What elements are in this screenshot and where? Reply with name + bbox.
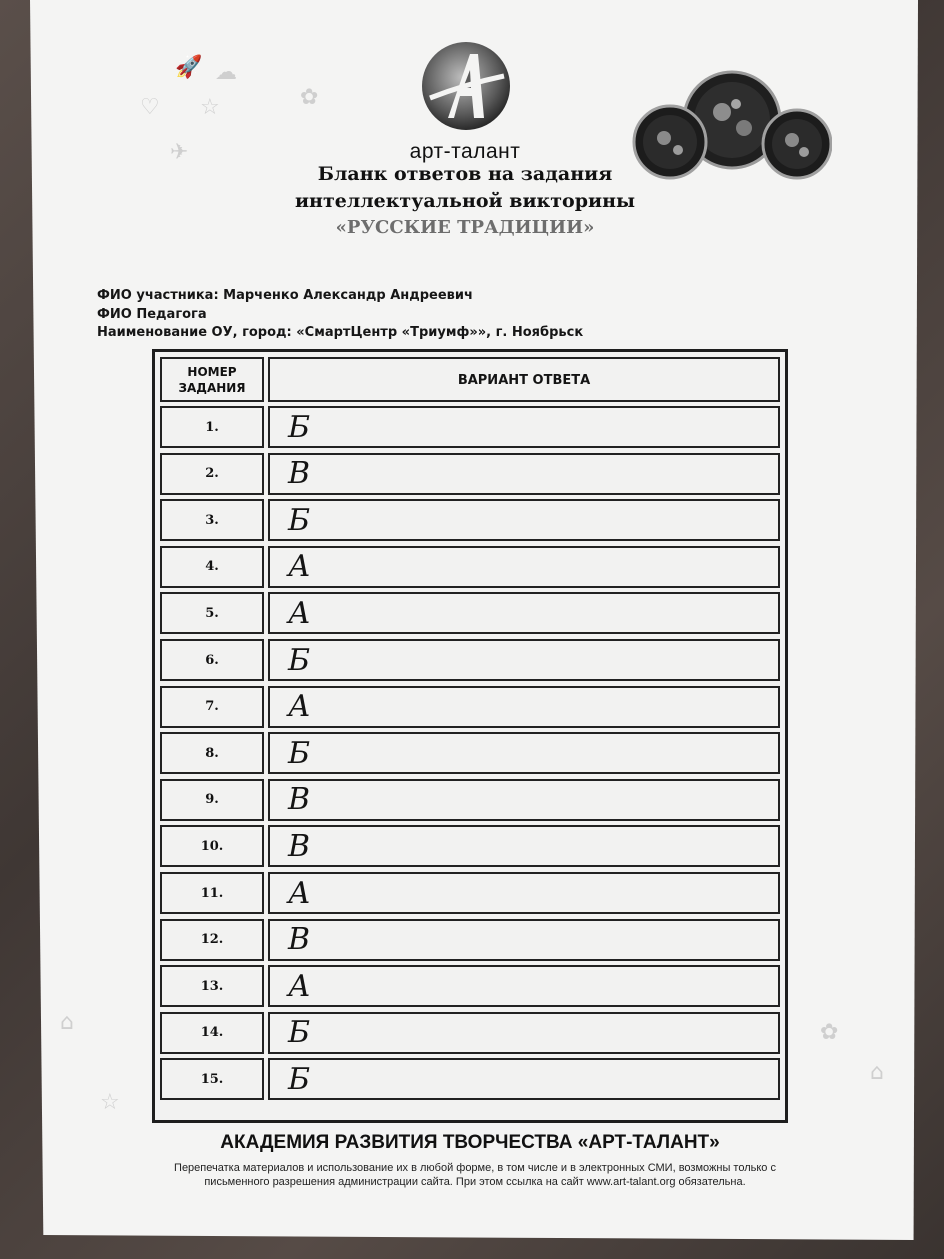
task-number: 2. bbox=[160, 453, 264, 495]
table-row bbox=[160, 499, 780, 541]
table-row bbox=[160, 825, 780, 867]
task-number: 6. bbox=[160, 639, 264, 681]
heart-doodle-icon: ♡ bbox=[140, 95, 160, 120]
task-number: 4. bbox=[160, 546, 264, 588]
organization-name: Наименование ОУ, город: «СмартЦентр «Триумф»», г. Ноябрьск bbox=[97, 325, 584, 340]
handwritten-answer: Б bbox=[268, 1012, 780, 1054]
table-row bbox=[160, 592, 780, 634]
handwritten-answer: А bbox=[268, 592, 780, 634]
table-row bbox=[160, 1058, 780, 1100]
task-number: 15. bbox=[160, 1058, 264, 1100]
footer-note-line2: письменного разрешения администрации сайта. При этом ссылка на сайт www.art-talant.org обязательна. bbox=[204, 1176, 746, 1188]
table-row bbox=[160, 453, 780, 495]
footer-note-line1: Перепечатка материалов и использование их в любой форме, в том числе и в электронных СМИ, возможны только с bbox=[174, 1162, 776, 1174]
handwritten-answer: А bbox=[268, 872, 780, 914]
handwritten-answer: Б bbox=[268, 732, 780, 774]
handwritten-answer: Б bbox=[268, 499, 780, 541]
task-number: 10. bbox=[160, 825, 264, 867]
task-number: 13. bbox=[160, 965, 264, 1007]
rocket-doodle-icon: 🚀 bbox=[175, 55, 203, 80]
footer-title: АКАДЕМИЯ РАЗВИТИЯ ТВОРЧЕСТВА «АРТ-ТАЛАНТ» bbox=[220, 1132, 720, 1153]
handwritten-answer: А bbox=[268, 546, 780, 588]
table-row bbox=[160, 686, 780, 728]
task-number: 5. bbox=[160, 592, 264, 634]
teacher-name: ФИО Педагога bbox=[97, 307, 207, 322]
column-header-number: НОМЕР ЗАДАНИЯ bbox=[160, 357, 264, 402]
handwritten-answer: Б bbox=[268, 406, 780, 448]
flower-doodle-icon: ✿ bbox=[820, 1020, 839, 1045]
handwritten-answer: А bbox=[268, 686, 780, 728]
answers-table bbox=[152, 349, 788, 1123]
handwritten-answer: В bbox=[268, 779, 780, 821]
task-number: 12. bbox=[160, 919, 264, 961]
brand-name: арт-талант bbox=[409, 140, 521, 163]
sheet-title-line2: интеллектуальной викторины bbox=[294, 190, 636, 212]
table-header-row bbox=[160, 357, 780, 402]
rocket-doodle-icon: ✈ bbox=[170, 140, 189, 165]
table-row bbox=[160, 965, 780, 1007]
handwritten-answer: В bbox=[268, 825, 780, 867]
column-header-answer: ВАРИАНТ ОТВЕТА bbox=[268, 357, 780, 402]
flower-doodle-icon: ✿ bbox=[300, 85, 319, 110]
task-number: 11. bbox=[160, 872, 264, 914]
quiz-name: «РУССКИЕ ТРАДИЦИИ» bbox=[335, 217, 595, 238]
star-doodle-icon: ☆ bbox=[200, 95, 220, 120]
table-row bbox=[160, 639, 780, 681]
handwritten-answer: Б bbox=[268, 639, 780, 681]
task-number: 8. bbox=[160, 732, 264, 774]
table-row bbox=[160, 779, 780, 821]
task-number: 3. bbox=[160, 499, 264, 541]
handwritten-answer: Б bbox=[268, 1058, 780, 1100]
task-number: 9. bbox=[160, 779, 264, 821]
table-row bbox=[160, 732, 780, 774]
balloon-doodle-icon: ☁ bbox=[215, 60, 237, 85]
handwritten-answer: А bbox=[268, 965, 780, 1007]
table-row bbox=[160, 406, 780, 448]
task-number: 7. bbox=[160, 686, 264, 728]
house-doodle-icon: ⌂ bbox=[60, 1010, 74, 1035]
table-row bbox=[160, 546, 780, 588]
handwritten-answer: В bbox=[268, 919, 780, 961]
footer-copyright-note bbox=[120, 1161, 830, 1189]
handwritten-answer: В bbox=[268, 453, 780, 495]
khokhloma-plates-image bbox=[632, 70, 832, 190]
house-doodle-icon: ⌂ bbox=[870, 1060, 884, 1085]
table-row bbox=[160, 919, 780, 961]
task-number: 1. bbox=[160, 406, 264, 448]
participant-name: ФИО участника: Марченко Александр Андреевич bbox=[97, 288, 473, 303]
task-number: 14. bbox=[160, 1012, 264, 1054]
art-talant-logo-icon bbox=[418, 36, 514, 132]
table-row bbox=[160, 872, 780, 914]
star-doodle-icon: ☆ bbox=[100, 1090, 120, 1115]
table-row bbox=[160, 1012, 780, 1054]
sheet-title-line1: Бланк ответов на задания bbox=[317, 163, 613, 185]
